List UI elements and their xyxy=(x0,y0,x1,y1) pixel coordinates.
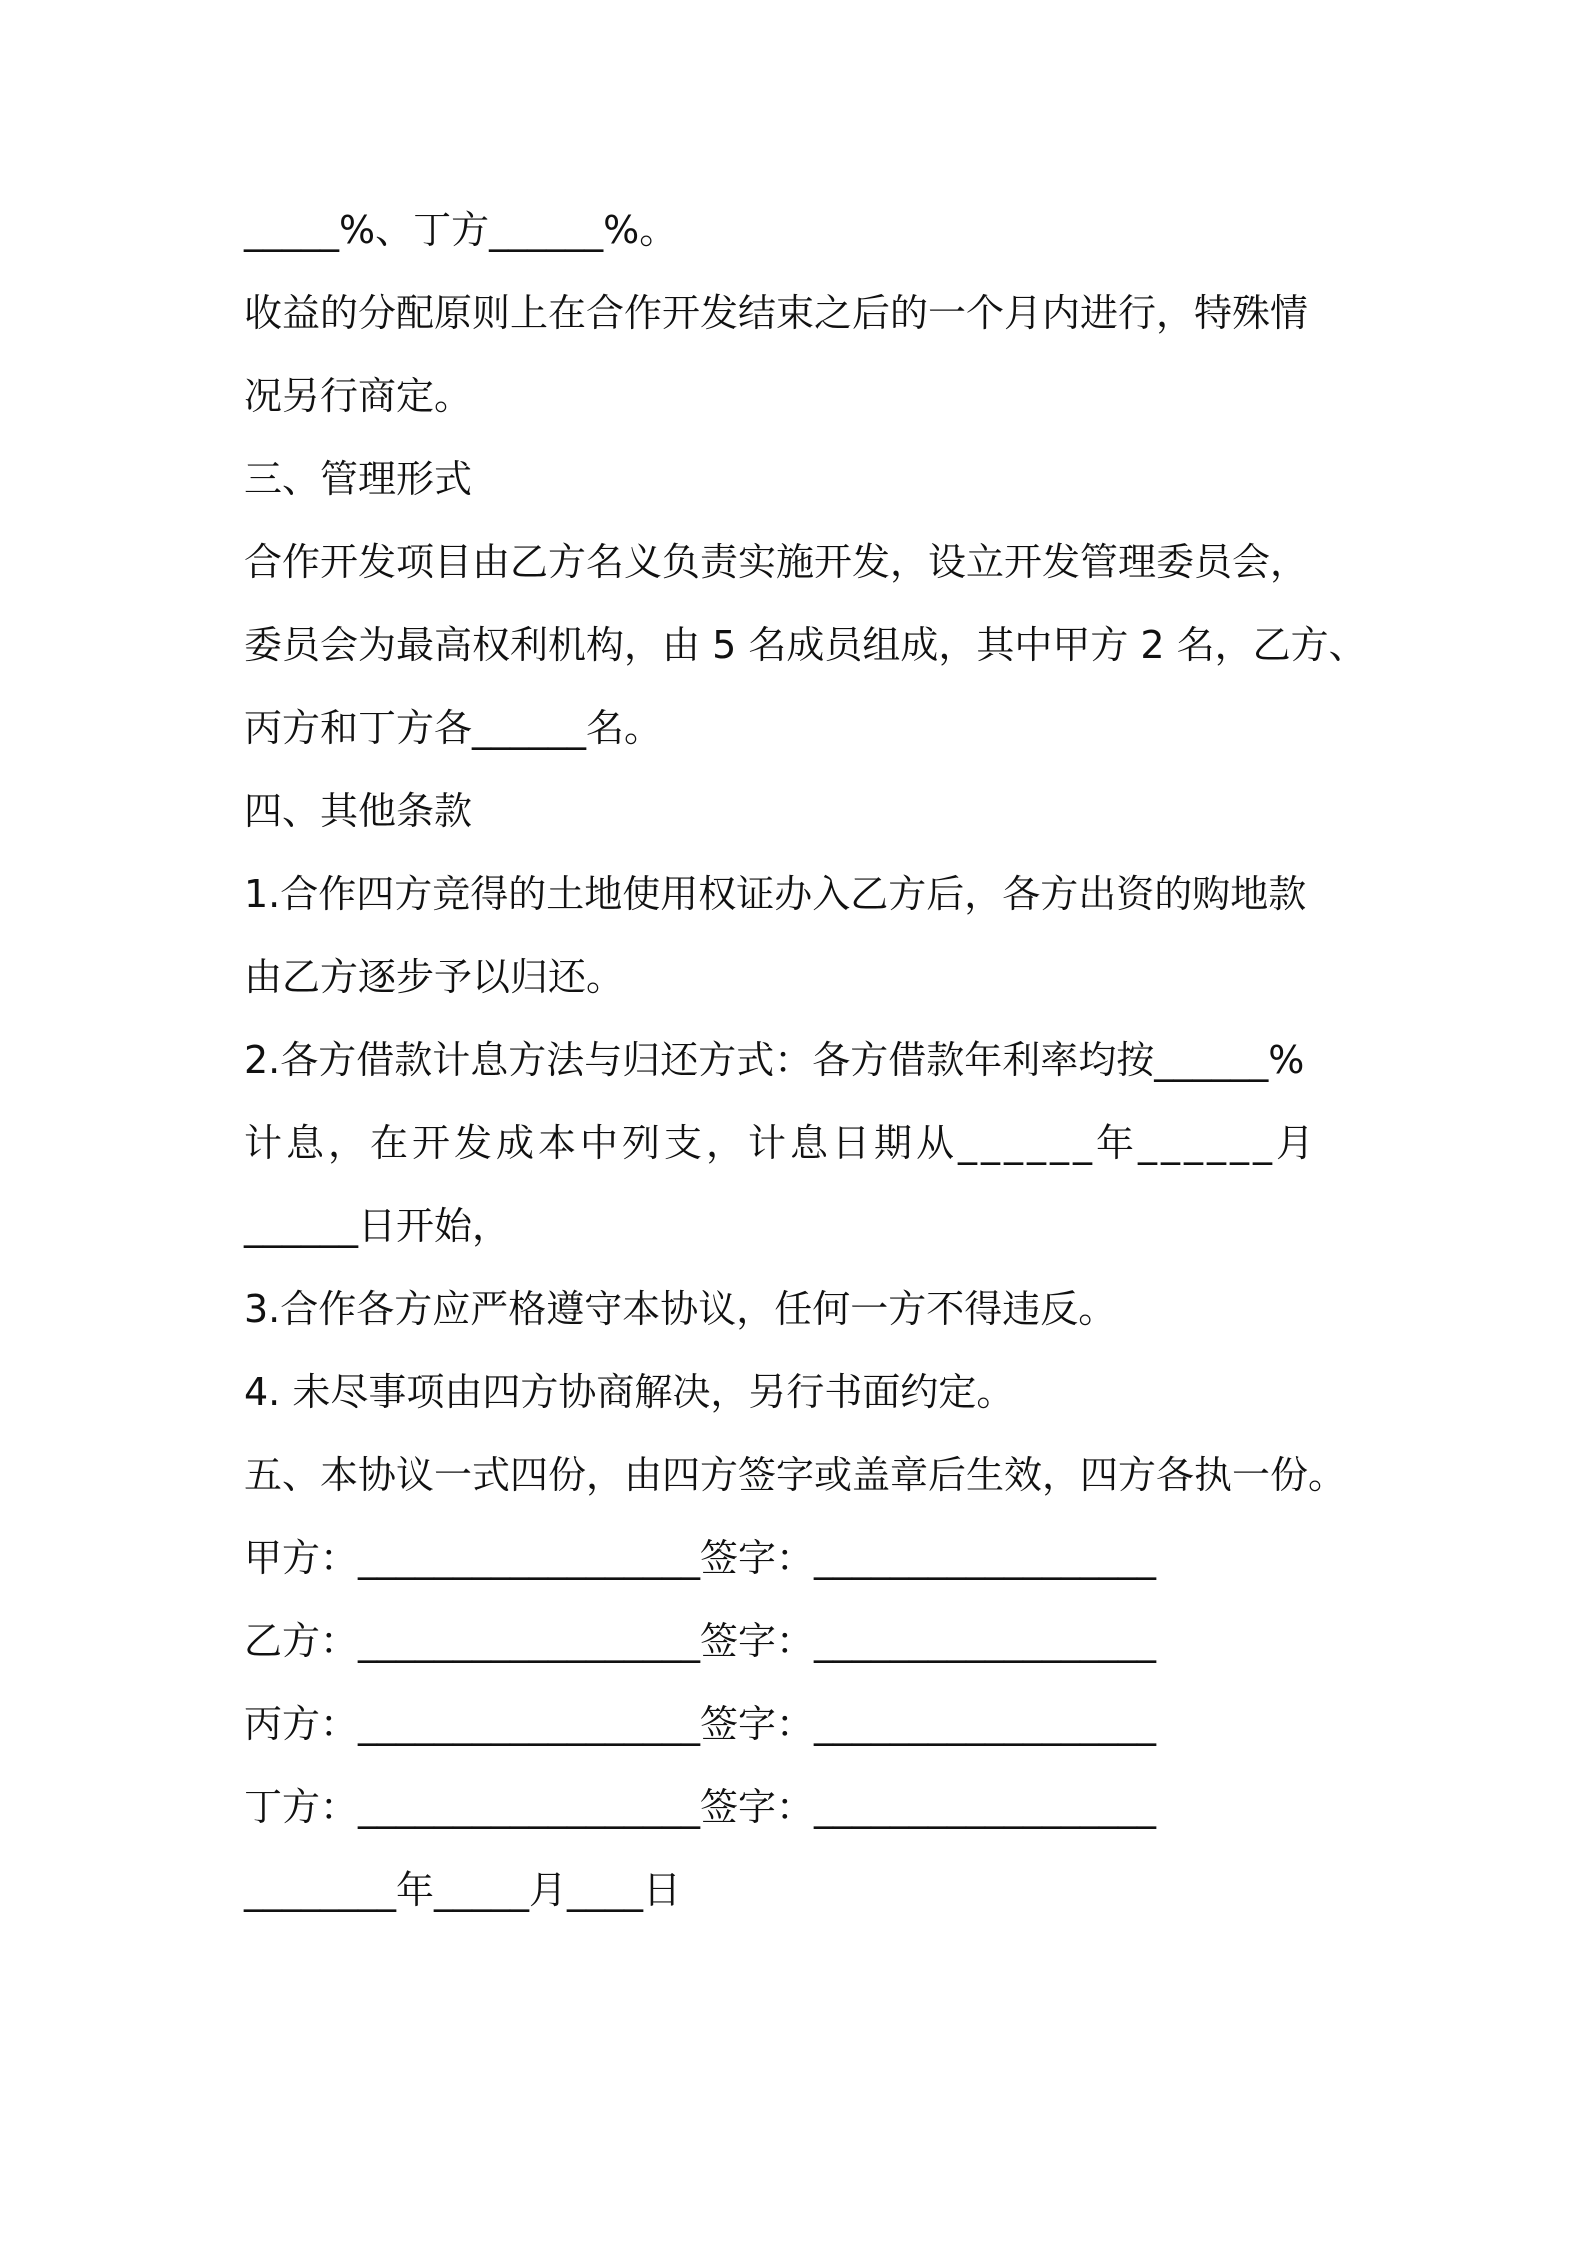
clause-1-line-2: 由乙方逐步予以归还。 xyxy=(244,955,625,999)
management-paragraph-line-2: 委员会为最高权利机构，由 5 名成员组成，其中甲方 2 名，乙方、 xyxy=(244,623,1367,667)
signature-line-party-c: 丙方：__________________签字：__________________ xyxy=(244,1702,1157,1746)
section-heading-management: 三、管理形式 xyxy=(244,457,473,501)
signature-line-party-b: 乙方：__________________签字：__________________ xyxy=(244,1619,1157,1663)
clause-2-line-1: 2.各方借款计息方法与归还方式：各方借款年利率均按______% xyxy=(244,1038,1305,1082)
management-paragraph-line-1: 合作开发项目由乙方名义负责实施开发，设立开发管理委员会， xyxy=(244,540,1309,584)
clause-4: 4. 未尽事项由四方协商解决，另行书面约定。 xyxy=(244,1370,1015,1414)
signature-line-party-d: 丁方：__________________签字：__________________ xyxy=(244,1785,1157,1829)
clause-1-line-1: 1.合作四方竞得的土地使用权证办入乙方后，各方出资的购地款 xyxy=(244,872,1307,916)
section-five-copies: 五、本协议一式四份，由四方签字或盖章后生效，四方各执一份。 xyxy=(244,1453,1347,1497)
profit-distribution-line-2: 况另行商定。 xyxy=(244,374,473,418)
clause-2-line-3: ______日开始， xyxy=(244,1204,511,1248)
profit-distribution-line-1: 收益的分配原则上在合作开发结束之后的一个月内进行，特殊情 xyxy=(244,291,1309,335)
clause-3: 3.合作各方应严格遵守本协议，任何一方不得违反。 xyxy=(244,1287,1117,1331)
section-heading-other-terms: 四、其他条款 xyxy=(244,789,473,833)
share-percentage-line: _____%、丁方______%。 xyxy=(244,208,678,252)
clause-2-line-2: 计息，在开发成本中列支，计息日期从______年______月 xyxy=(244,1121,1319,1165)
date-line: ________年_____月____日 xyxy=(244,1868,682,1912)
management-paragraph-line-3: 丙方和丁方各______名。 xyxy=(244,706,663,750)
signature-line-party-a: 甲方：__________________签字：__________________ xyxy=(244,1536,1157,1580)
